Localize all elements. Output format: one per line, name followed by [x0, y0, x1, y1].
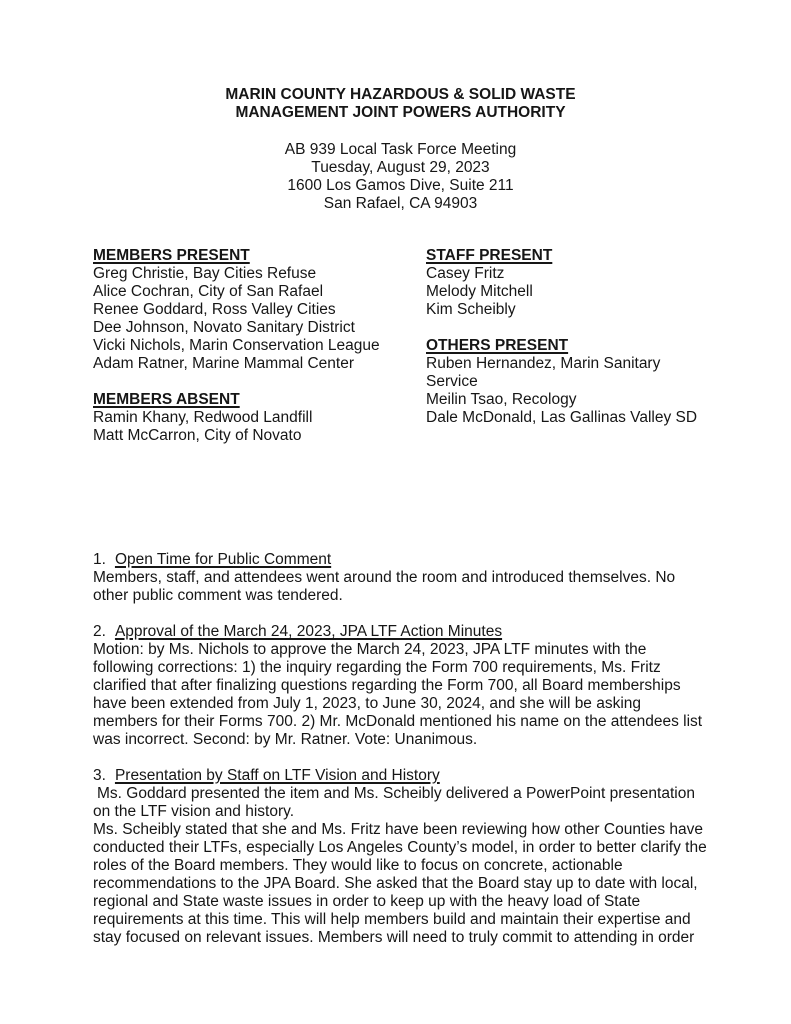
- members-absent-group: [93, 391, 426, 445]
- agenda-item-2: [93, 623, 708, 749]
- others-present-heading: OTHERS PRESENT: [426, 337, 569, 354]
- attendance-right-column: [426, 247, 708, 445]
- agenda-item-3-paragraph-1: Ms. Goddard presented the item and Ms. Scheibly delivered a PowerPoint presentation on the LTF vision and history.: [93, 785, 695, 820]
- attendee-name: Dee Johnson, Novato Sanitary District: [93, 319, 355, 336]
- attendee-name: Vicki Nichols, Marin Conservation League: [93, 337, 380, 354]
- agenda-item-2-paragraph-1: Motion: by Ms. Nichols to approve the March 24, 2023, JPA LTF minutes with the following corrections: 1) the inquiry regarding the Form 700 requirements, Ms. Fritz clarified that after finalizing questions regarding the Form 700, all Board memberships have been extended from July 1, 2023, to June 30, 2024, and she will be asking members for their Forms 700. 2) Mr. McDonald mentioned his name on the attendees list was incorrect. Second: by Mr. Ratner. Vote: Unanimous.: [93, 641, 703, 748]
- agenda-item-3-paragraph-2: Ms. Scheibly stated that she and Ms. Fritz have been reviewing how other Counties have conducted their LTFs, especially Los Angeles County’s model, in order to better clarify the roles of the Board members. They would like to focus on concrete, actionable recommendations to the JPA Board. She asked that the Board stay up to date with local, regional and State waste issues in order to keep up with the heavy load of State requirements at this time. This will help members build and maintain their expertise and stay focused on relevant issues. Members will need to truly commit to attending in order: [93, 821, 707, 946]
- document-header: [93, 86, 708, 213]
- attendee-name: Meilin Tsao, Recology: [426, 391, 577, 408]
- meeting-info: [93, 141, 708, 213]
- agenda-item-2-number: 2.: [93, 623, 106, 640]
- attendee-name: Matt McCarron, City of Novato: [93, 427, 302, 444]
- agenda-item-1-paragraph-1: Members, staff, and attendees went around the room and introduced themselves. No other public comment was tendered.: [93, 569, 676, 604]
- attendee-name: Renee Goddard, Ross Valley Cities: [93, 301, 336, 318]
- members-absent-heading: MEMBERS ABSENT: [93, 391, 240, 408]
- staff-present-heading: STAFF PRESENT: [426, 247, 553, 264]
- attendee-name: Dale McDonald, Las Gallinas Valley SD: [426, 409, 698, 426]
- attendee-name: Ramin Khany, Redwood Landfill: [93, 409, 313, 426]
- meeting-info-line-4: San Rafael, CA 94903: [323, 195, 478, 212]
- attendee-name: Casey Fritz: [426, 265, 505, 282]
- attendee-name: Ruben Hernandez, Marin Sanitary Service: [426, 355, 661, 390]
- agenda-item-3-title: Presentation by Staff on LTF Vision and History: [114, 767, 440, 784]
- meeting-info-line-3: 1600 Los Gamos Dive, Suite 211: [287, 177, 514, 194]
- attendee-name: Greg Christie, Bay Cities Refuse: [93, 265, 317, 282]
- agenda-item-2-heading: [93, 623, 708, 641]
- others-present-group: [426, 337, 708, 427]
- attendee-name: Alice Cochran, City of San Rafael: [93, 283, 324, 300]
- org-title: [93, 86, 708, 122]
- meeting-info-line-1: AB 939 Local Task Force Meeting: [284, 141, 517, 158]
- document-content: [93, 86, 708, 947]
- attendee-name: Melody Mitchell: [426, 283, 533, 300]
- agenda-item-3-number: 3.: [93, 767, 106, 784]
- minutes-body: [93, 551, 708, 947]
- attendee-name: Kim Scheibly: [426, 301, 516, 318]
- agenda-item-3: [93, 767, 708, 947]
- members-present-group: [93, 247, 426, 373]
- attendee-name: Adam Ratner, Marine Mammal Center: [93, 355, 355, 372]
- attendance-left-column: [93, 247, 426, 445]
- agenda-item-1: [93, 551, 708, 605]
- org-title-line-1: MARIN COUNTY HAZARDOUS & SOLID WASTE: [225, 86, 576, 103]
- agenda-item-2-title: Approval of the March 24, 2023, JPA LTF Action Minutes: [114, 623, 503, 640]
- meeting-info-line-2: Tuesday, August 29, 2023: [311, 159, 490, 176]
- org-title-line-2: MANAGEMENT JOINT POWERS AUTHORITY: [235, 104, 566, 121]
- agenda-item-3-heading: [93, 767, 708, 785]
- staff-present-group: [426, 247, 708, 319]
- agenda-item-1-number: 1.: [93, 551, 106, 568]
- attendance-section: [93, 247, 708, 445]
- agenda-item-1-heading: [93, 551, 708, 569]
- agenda-item-1-title: Open Time for Public Comment: [114, 551, 332, 568]
- members-present-heading: MEMBERS PRESENT: [93, 247, 250, 264]
